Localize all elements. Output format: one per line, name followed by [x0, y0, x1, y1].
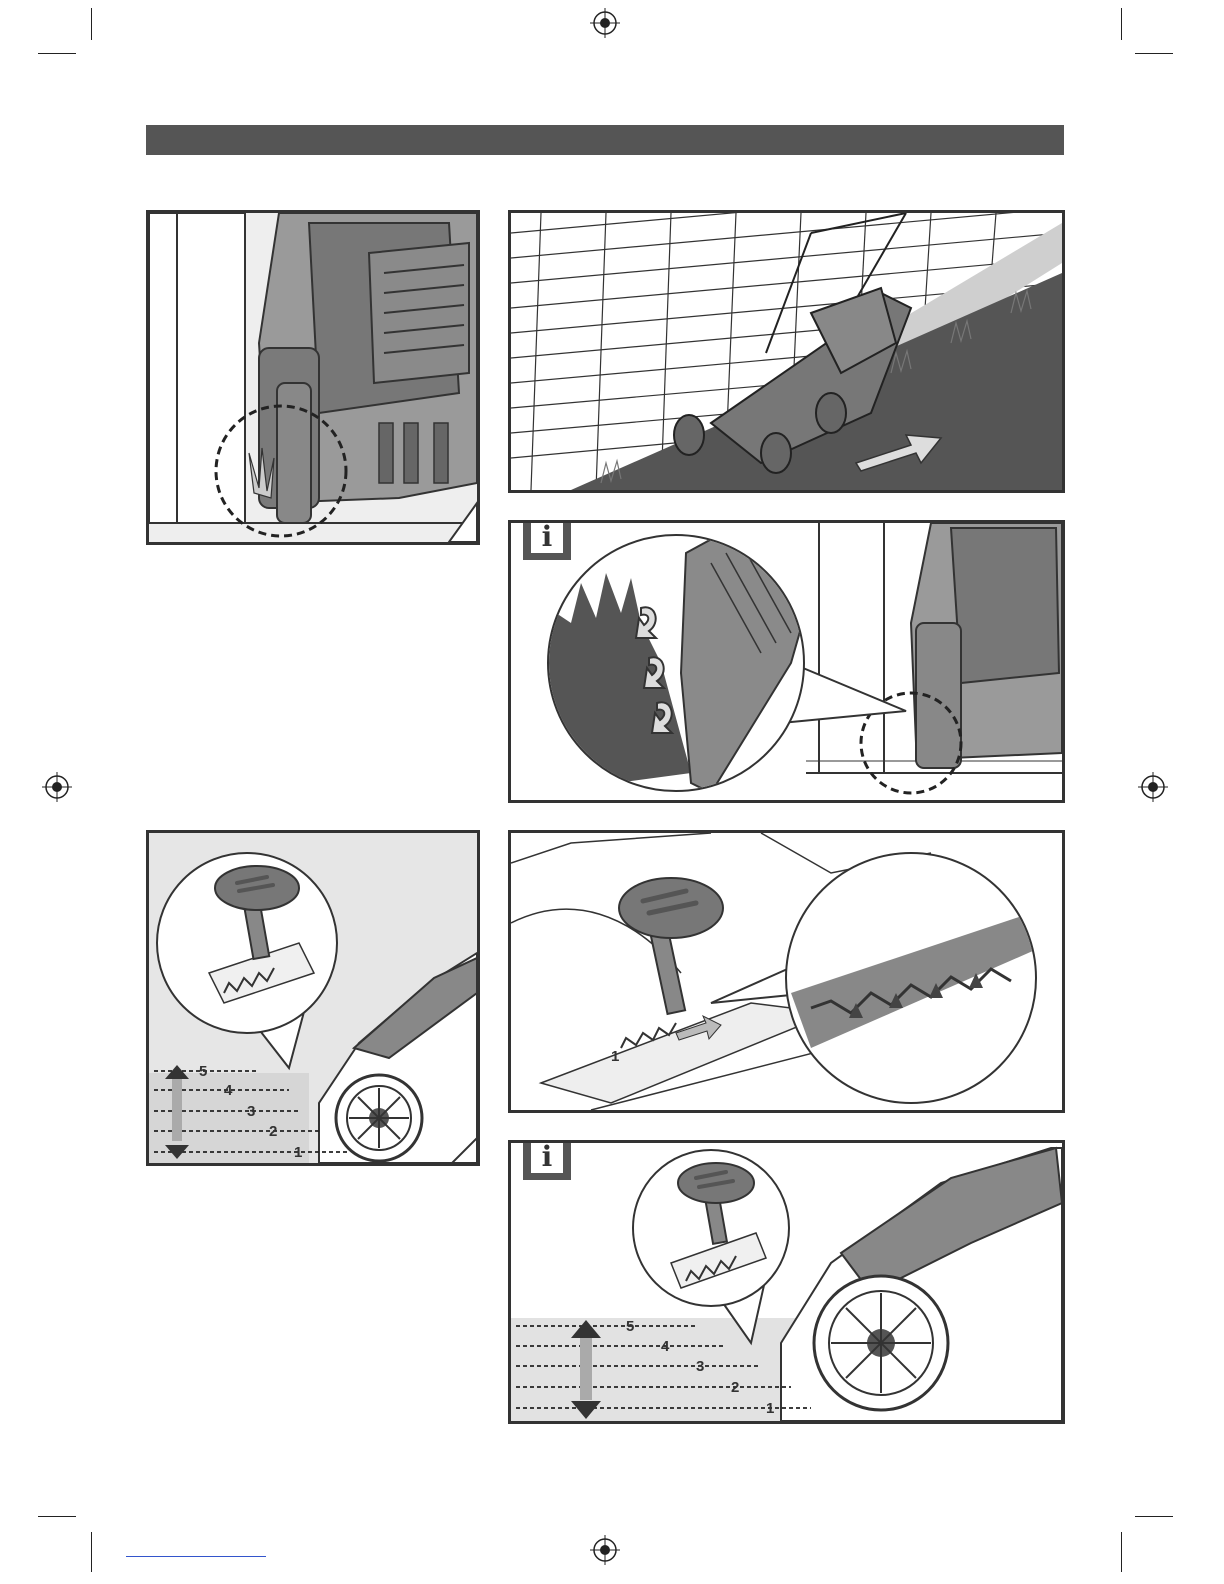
registration-mark-top-icon [590, 8, 620, 38]
height-label-1: 1 [294, 1144, 303, 1161]
registration-mark-bottom-icon [590, 1535, 620, 1565]
height-label-4: 4 [661, 1338, 670, 1355]
crop-mark-bl-h [38, 1516, 76, 1517]
slot-label: 1 [611, 1048, 620, 1065]
info-badge [523, 520, 571, 560]
crop-mark-tr-h [1135, 53, 1173, 54]
crop-mark-tr-v [1121, 8, 1122, 40]
figure-height-lever-closeup [508, 830, 1065, 1113]
height-label-5: 5 [199, 1063, 208, 1080]
info-badge [523, 1140, 571, 1180]
crop-mark-tl-v [91, 8, 92, 40]
height-label-4: 4 [224, 1082, 233, 1099]
crop-mark-br-h [1135, 1516, 1173, 1517]
crop-mark-tl-h [38, 53, 76, 54]
height-label-3: 3 [696, 1358, 705, 1375]
info-icon: i [531, 521, 563, 553]
figure-mowing-along-wall [508, 210, 1065, 493]
registration-mark-left-icon [42, 772, 72, 802]
figure-info-cutting-height [508, 1140, 1065, 1424]
height-label-3: 3 [247, 1103, 256, 1120]
crop-mark-bl-v [91, 1532, 92, 1572]
height-label-2: 2 [731, 1379, 740, 1396]
height-label-2: 2 [269, 1123, 278, 1140]
crop-mark-br-v [1121, 1532, 1122, 1572]
figure-wheel-at-wall [146, 210, 480, 545]
figure-cutting-height-small [146, 830, 480, 1166]
footer-rule [126, 1556, 266, 1557]
info-icon: i [531, 1141, 563, 1173]
figure-info-edge-cutting [508, 520, 1065, 803]
height-label-5: 5 [626, 1318, 635, 1335]
height-label-1: 1 [766, 1400, 775, 1417]
registration-mark-right-icon [1138, 772, 1168, 802]
section-header-bar [146, 125, 1064, 155]
